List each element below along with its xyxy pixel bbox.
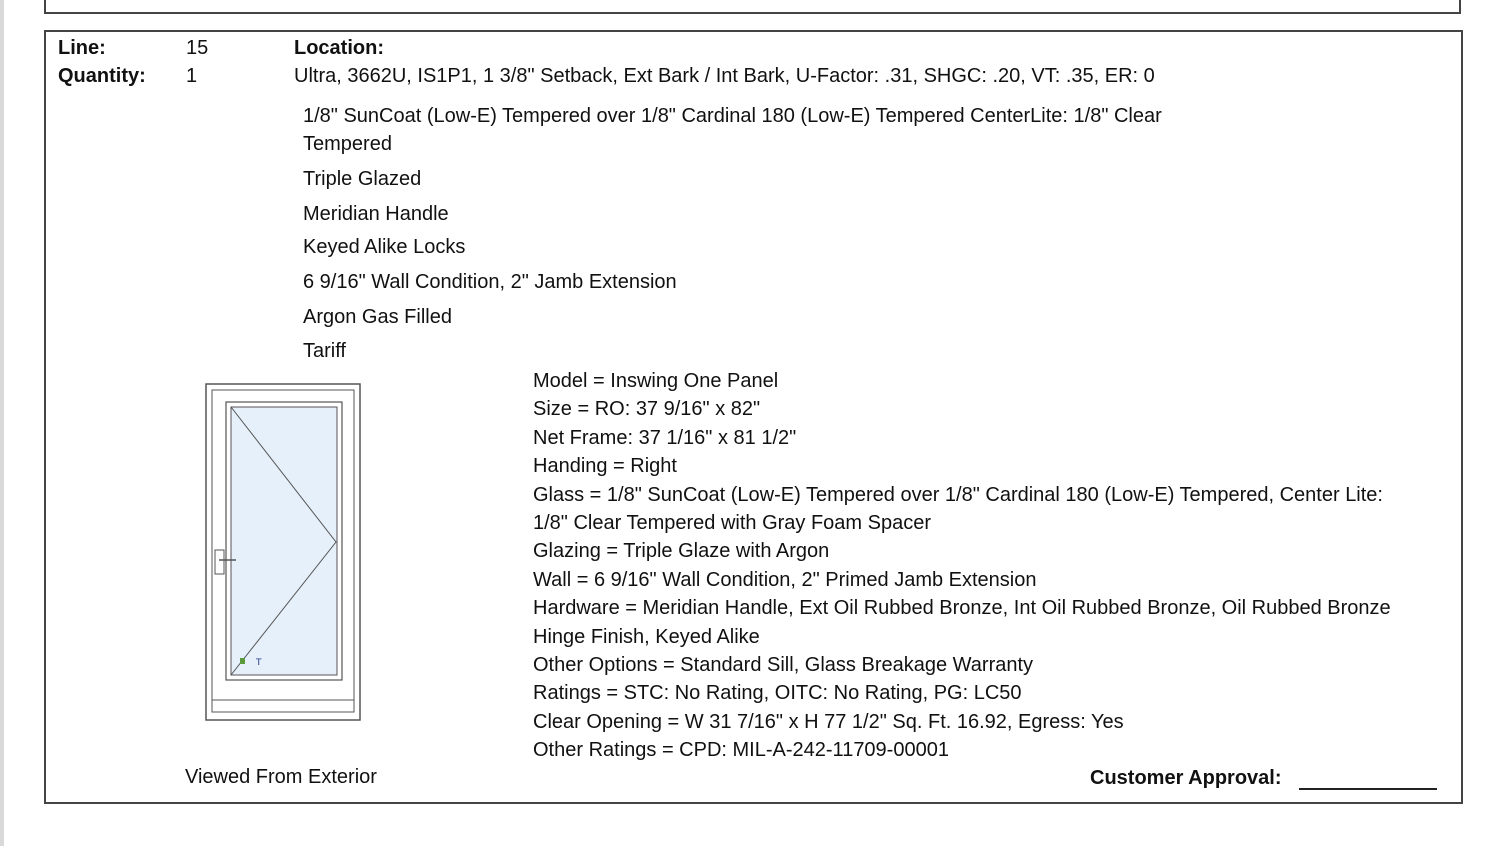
option-glazing: Triple Glazed [303, 168, 422, 190]
drawing-caption: Viewed From Exterior [185, 766, 377, 788]
page-edge [0, 0, 4, 846]
quantity-label: Quantity: [58, 65, 146, 87]
option-tariff: Tariff [303, 340, 346, 362]
spec-size: Size = RO: 37 9/16" x 82" [533, 398, 761, 421]
customer-approval-signature-line[interactable] [1299, 788, 1437, 790]
option-glass-line1: 1/8" SunCoat (Low-E) Tempered over 1/8" Cardinal 180 (Low-E) Tempered CenterLite: 1/8" Clear [303, 105, 1162, 127]
product-summary: Ultra, 3662U, IS1P1, 1 3/8" Setback, Ext Bark / Int Bark, U-Factor: .31, SHGC: .20, VT: .35, ER: 0 [294, 65, 1155, 87]
spec-glazing: Glazing = Triple Glaze with Argon [533, 540, 830, 563]
spec-handing: Handing = Right [533, 455, 677, 478]
spec-glass-1: Glass = 1/8" SunCoat (Low-E) Tempered over 1/8" Cardinal 180 (Low-E) Tempered, Center Lite: [533, 483, 1383, 506]
option-locks: Keyed Alike Locks [303, 236, 466, 258]
spec-other-options: Other Options = Standard Sill, Glass Breakage Warranty [533, 654, 1034, 677]
customer-approval-label: Customer Approval: [1090, 767, 1282, 789]
door-elevation-drawing [204, 382, 364, 724]
spec-hardware-2: Hinge Finish, Keyed Alike [533, 625, 760, 648]
spec-hardware-1: Hardware = Meridian Handle, Ext Oil Rubbed Bronze, Int Oil Rubbed Bronze, Oil Rubbed Bronze [533, 597, 1391, 620]
option-gas: Argon Gas Filled [303, 306, 452, 328]
glass-lite [231, 407, 337, 675]
glass-label-marker [240, 658, 245, 664]
option-glass-line2: Tempered [303, 133, 392, 155]
line-item-card [44, 30, 1463, 804]
spec-glass-2: 1/8" Clear Tempered with Gray Foam Spacer [533, 512, 932, 535]
line-label: Line: [58, 37, 106, 59]
line-value: 15 [186, 37, 209, 59]
option-wall: 6 9/16" Wall Condition, 2" Jamb Extension [303, 271, 677, 293]
tempered-marker: T [256, 658, 262, 668]
option-handle: Meridian Handle [303, 203, 449, 225]
spec-ratings: Ratings = STC: No Rating, OITC: No Rating, PG: LC50 [533, 682, 1022, 705]
previous-line-item-box [44, 0, 1461, 14]
quantity-value: 1 [186, 65, 198, 87]
spec-other-ratings: Other Ratings = CPD: MIL-A-242-11709-00001 [533, 739, 949, 762]
spec-list [533, 367, 1453, 765]
spec-clear-opening: Clear Opening = W 31 7/16" x H 77 1/2" Sq. Ft. 16.92, Egress: Yes [533, 710, 1124, 733]
spec-wall: Wall = 6 9/16" Wall Condition, 2" Primed Jamb Extension [533, 568, 1037, 591]
spec-model: Model = Inswing One Panel [533, 370, 779, 392]
spec-net-frame: Net Frame: 37 1/16" x 81 1/2" [533, 426, 797, 449]
location-label: Location: [294, 37, 384, 59]
